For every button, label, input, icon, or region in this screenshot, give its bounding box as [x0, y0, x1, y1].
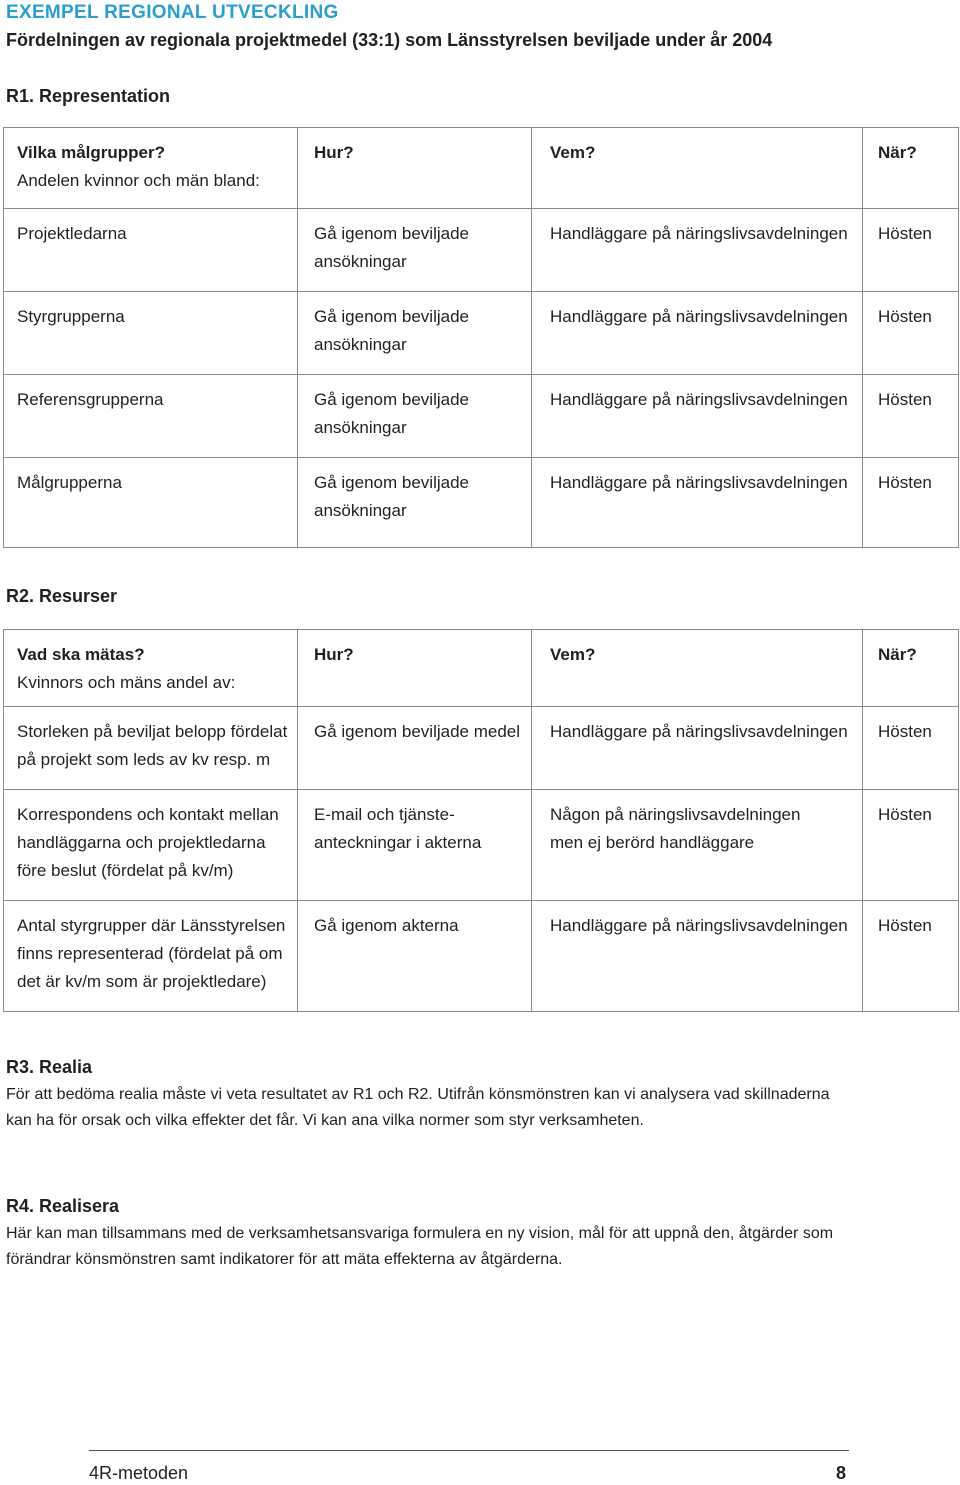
- cell-text: men ej berörd handläggare: [550, 833, 755, 852]
- cell-text: Gå igenom beviljade: [314, 473, 469, 492]
- cell-text: handläggarna och projektledarna: [17, 833, 266, 852]
- document-kicker: EXEMPEL REGIONAL UTVECKLING: [6, 2, 339, 23]
- header-cell-how: [298, 630, 532, 707]
- cell-when: [863, 375, 959, 458]
- header-cell-who: [532, 128, 863, 209]
- cell-text: Hösten: [878, 722, 932, 741]
- cell-text: Hösten: [878, 473, 932, 492]
- cell-text: Hösten: [878, 916, 932, 935]
- cell-text: Gå igenom beviljade medel: [314, 722, 521, 741]
- cell-text: före beslut (fördelat på kv/m): [17, 861, 234, 880]
- table-row: [4, 458, 959, 548]
- resources-table: [3, 629, 959, 1012]
- cell-when: [863, 209, 959, 292]
- header-what-sub: Kvinnors och mäns andel av:: [17, 673, 236, 692]
- realisera-paragraph: [6, 1221, 946, 1273]
- cell-who: [532, 458, 863, 548]
- cell-when: [863, 458, 959, 548]
- cell-when: [863, 790, 959, 901]
- cell-when: [863, 707, 959, 790]
- cell-who: [532, 292, 863, 375]
- cell-what: [4, 375, 298, 458]
- cell-text: Hösten: [878, 390, 932, 409]
- cell-text: Handläggare på näringslivsavdelningen: [550, 473, 848, 492]
- footer-label: 4R-metoden: [89, 1463, 189, 1483]
- cell-text: Handläggare på näringslivsavdelningen: [550, 390, 848, 409]
- cell-text: finns representerad (fördelat på om: [17, 944, 283, 963]
- cell-text: Gå igenom beviljade: [314, 224, 469, 243]
- cell-text: Hösten: [878, 307, 932, 326]
- cell-text: anteckningar i akterna: [314, 833, 482, 852]
- cell-what: [4, 901, 298, 1012]
- header-what-label: Vad ska mätas?: [17, 645, 145, 664]
- representation-table: [3, 127, 959, 548]
- cell-text: Styrgrupperna: [17, 307, 125, 326]
- table-row: [4, 707, 959, 790]
- paragraph-line: förändrar könsmönstren samt indikatorer för att mäta effekterna av åtgärderna.: [6, 1251, 563, 1268]
- cell-what: [4, 458, 298, 548]
- table-header-row: [4, 128, 959, 209]
- cell-text: ansökningar: [314, 335, 407, 354]
- cell-what: [4, 707, 298, 790]
- cell-who: [532, 901, 863, 1012]
- cell-what: [4, 292, 298, 375]
- cell-when: [863, 292, 959, 375]
- header-cell-when: [863, 630, 959, 707]
- cell-text: Gå igenom akterna: [314, 916, 459, 935]
- header-when-label: När?: [878, 143, 917, 162]
- section-title-r2: R2. Resurser: [6, 586, 118, 606]
- header-what-label: Vilka målgrupper?: [17, 143, 166, 162]
- cell-text: Antal styrgrupper där Länsstyrelsen: [17, 916, 286, 935]
- cell-text: ansökningar: [314, 252, 407, 271]
- paragraph-line: kan ha för orsak och vilka effekter det får. Vi kan ana vilka normer som styr verksamheten.: [6, 1112, 644, 1129]
- cell-text: Målgrupperna: [17, 473, 122, 492]
- header-cell-what: [4, 630, 298, 707]
- table-row: [4, 901, 959, 1012]
- table-row: [4, 292, 959, 375]
- cell-text: Korrespondens och kontakt mellan: [17, 805, 279, 824]
- cell-who: [532, 790, 863, 901]
- cell-text: Hösten: [878, 224, 932, 243]
- cell-text: Handläggare på näringslivsavdelningen: [550, 307, 848, 326]
- cell-how: [298, 707, 532, 790]
- section-title-r4: R4. Realisera: [6, 1196, 120, 1216]
- paragraph-line: För att bedöma realia måste vi veta resultatet av R1 och R2. Utifrån könsmönstren kan vi analysera vad skillnaderna: [6, 1086, 830, 1103]
- cell-text: Gå igenom beviljade: [314, 307, 469, 326]
- cell-text: ansökningar: [314, 501, 407, 520]
- cell-text: E-mail och tjänste-: [314, 805, 455, 824]
- header-what-sub: Andelen kvinnor och män bland:: [17, 171, 260, 190]
- cell-how: [298, 292, 532, 375]
- page-number: 8: [836, 1463, 847, 1483]
- cell-text: Gå igenom beviljade: [314, 390, 469, 409]
- cell-text: Storleken på beviljat belopp fördelat: [17, 722, 288, 741]
- table-row: [4, 375, 959, 458]
- document-subtitle: Fördelningen av regionala projektmedel (33:1) som Länsstyrelsen beviljade under år 2004: [6, 30, 773, 50]
- table-row: [4, 790, 959, 901]
- header-cell-what: [4, 128, 298, 209]
- cell-how: [298, 209, 532, 292]
- cell-text: Projektledarna: [17, 224, 127, 243]
- realia-paragraph: [6, 1082, 946, 1134]
- footer-divider: [89, 1450, 849, 1451]
- cell-text: Handläggare på näringslivsavdelningen: [550, 916, 848, 935]
- cell-how: [298, 375, 532, 458]
- cell-when: [863, 901, 959, 1012]
- cell-how: [298, 901, 532, 1012]
- cell-text: på projekt som leds av kv resp. m: [17, 750, 271, 769]
- header-cell-when: [863, 128, 959, 209]
- cell-who: [532, 707, 863, 790]
- header-how-label: Hur?: [314, 143, 354, 162]
- cell-text: Handläggare på näringslivsavdelningen: [550, 224, 848, 243]
- cell-text: Hösten: [878, 805, 932, 824]
- section-title-r1: R1. Representation: [6, 86, 171, 106]
- cell-text: ansökningar: [314, 418, 407, 437]
- cell-text: det är kv/m som är projektledare): [17, 972, 267, 991]
- cell-how: [298, 458, 532, 548]
- cell-who: [532, 375, 863, 458]
- header-how-label: Hur?: [314, 645, 354, 664]
- header-who-label: Vem?: [550, 143, 596, 162]
- cell-what: [4, 209, 298, 292]
- paragraph-line: Här kan man tillsammans med de verksamhetsansvariga formulera en ny vision, mål för att uppnå den, åtgärder som: [6, 1225, 834, 1242]
- section-title-r3: R3. Realia: [6, 1057, 93, 1077]
- table-header-row: [4, 630, 959, 707]
- cell-text: Handläggare på näringslivsavdelningen: [550, 722, 848, 741]
- cell-text: Referensgrupperna: [17, 390, 164, 409]
- cell-who: [532, 209, 863, 292]
- cell-how: [298, 790, 532, 901]
- cell-what: [4, 790, 298, 901]
- header-when-label: När?: [878, 645, 917, 664]
- table-row: [4, 209, 959, 292]
- header-cell-who: [532, 630, 863, 707]
- cell-text: Någon på näringslivsavdelningen: [550, 805, 801, 824]
- header-who-label: Vem?: [550, 645, 596, 664]
- header-cell-how: [298, 128, 532, 209]
